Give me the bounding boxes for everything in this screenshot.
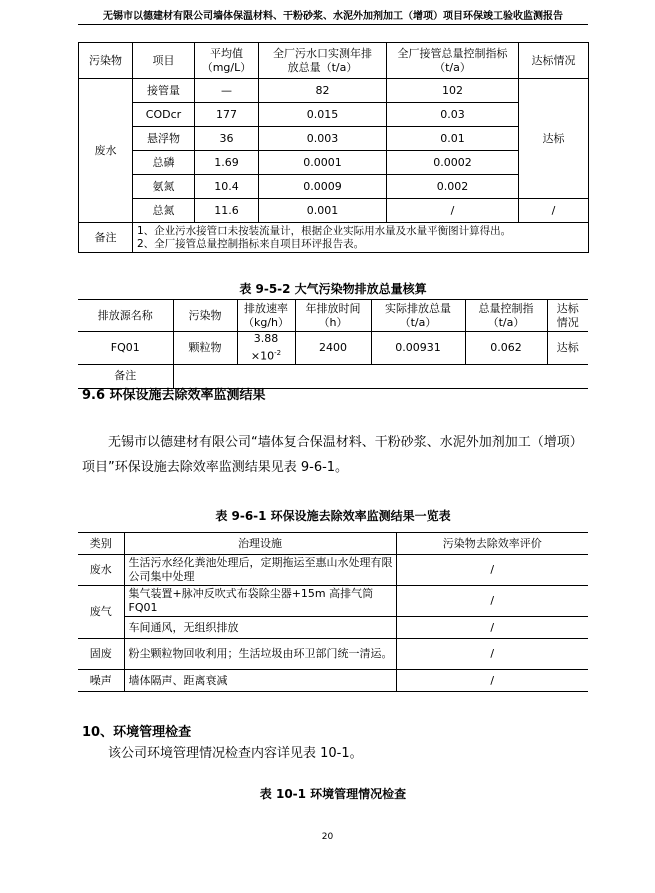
- col-status: 达标情况: [519, 43, 589, 79]
- col-item: 项目: [133, 43, 195, 79]
- cell-facility: 生活污水经化粪池处理后，定期拖运至惠山水处理有限公司集中处理: [124, 555, 396, 586]
- cell-facility: 集气装置+脉冲反吹式布袋除尘器+15m 高排气筒 FQ01: [124, 586, 396, 617]
- rate-base: 3.88: [253, 332, 279, 345]
- remark-line-2: 2、全厂接管总量控制指标来自项目环评报告表。: [137, 237, 365, 250]
- col-actual: 实际排放总量 （t/a）: [371, 300, 465, 332]
- cell-category: 废水: [78, 555, 124, 586]
- header-rule: [78, 24, 588, 25]
- table-row: [79, 103, 589, 127]
- cell-status-main: 达标: [519, 79, 589, 199]
- col-pollutant: 污染物: [79, 43, 133, 79]
- col-measured-total: 全厂污水口实测年排 放总量（t/a）: [259, 43, 387, 79]
- remark-row: [79, 223, 589, 253]
- col-eval: 污染物去除效率评价: [396, 533, 588, 555]
- cell-status: 达标: [547, 332, 588, 365]
- col-control-limit: 全厂接管总量控制指标 （t/a）: [387, 43, 519, 79]
- cell-limit: 0.01: [387, 127, 519, 151]
- table-row: [79, 127, 589, 151]
- cell-avg: 36: [195, 127, 259, 151]
- cell-item: 接管量: [133, 79, 195, 103]
- table-row: [79, 151, 589, 175]
- remark-label: 备注: [78, 364, 173, 388]
- rate-exponent: $\times 10^{-2}$: [250, 349, 282, 363]
- cell-pollutant: 颗粒物: [173, 332, 237, 365]
- cell-avg: 177: [195, 103, 259, 127]
- cell-limit: 0.062: [465, 332, 547, 365]
- cell-avg: —: [195, 79, 259, 103]
- cell-eval: /: [396, 639, 588, 670]
- cell-actual: 0.00931: [371, 332, 465, 365]
- col-status: 达标 情况: [547, 300, 588, 332]
- cell-item: 总氮: [133, 199, 195, 223]
- section-9-6-title: 9.6 环保设施去除效率监测结果: [82, 388, 266, 403]
- table-row: [78, 617, 588, 639]
- table-row: [78, 586, 588, 617]
- section-9-6-paragraph: 无锡市以德建材有限公司“墙体复合保温材料、干粉砂浆、水泥外加剂加工（增项）项目”环保设施去除效率监测结果见表 9-6-1。: [82, 435, 583, 475]
- cell-category: 废气: [78, 586, 124, 639]
- cell-measured: 0.003: [259, 127, 387, 151]
- remark-line-1: 1、企业污水接管口未按装流量计，根据企业实际用水量及水量平衡图计算得出。: [137, 224, 512, 237]
- cell-measured: 0.0001: [259, 151, 387, 175]
- category-wastewater: 废水: [79, 79, 133, 223]
- col-hours: 年排放时间 （h）: [295, 300, 371, 332]
- report-header: 无锡市以德建材有限公司墙体保温材料、干粉砂浆、水泥外加剂加工（增项）项目环保竣工验收监测报告: [103, 11, 563, 22]
- section-10-paragraph: 该公司环境管理情况检查内容详见表 10-1。: [108, 746, 363, 761]
- cell-measured: 0.015: [259, 103, 387, 127]
- cell-category: 固废: [78, 639, 124, 670]
- table-row: [79, 199, 589, 223]
- cell-limit: 0.0002: [387, 151, 519, 175]
- table3-caption: 表 9-6-1 环保设施去除效率监测结果一览表: [215, 509, 451, 523]
- col-rate: 排放速率 （kg/h）: [237, 300, 295, 332]
- cell-limit: 102: [387, 79, 519, 103]
- table4-caption: 表 10-1 环境管理情况检查: [259, 787, 407, 801]
- cell-eval: /: [396, 617, 588, 639]
- table2-caption: 表 9-5-2 大气污染物排放总量核算: [239, 282, 427, 296]
- col-source: 排放源名称: [78, 300, 173, 332]
- cell-item: 悬浮物: [133, 127, 195, 151]
- cell-eval: /: [396, 555, 588, 586]
- cell-measured: 0.0009: [259, 175, 387, 199]
- table-row: [78, 332, 588, 365]
- col-category: 类别: [78, 533, 124, 555]
- cell-item: 总磷: [133, 151, 195, 175]
- cell-status-last: /: [519, 199, 589, 223]
- remark-text: [133, 223, 589, 253]
- table-header-row: [79, 43, 589, 79]
- removal-efficiency-table: [78, 532, 588, 692]
- cell-category: 噪声: [78, 670, 124, 692]
- table-row: [78, 639, 588, 670]
- air-emission-table: [78, 299, 588, 389]
- cell-eval: /: [396, 670, 588, 692]
- table-header-row: [78, 300, 588, 332]
- cell-avg: 1.69: [195, 151, 259, 175]
- col-average: 平均值 （mg/L）: [195, 43, 259, 79]
- cell-rate: [237, 332, 295, 365]
- table-row: [78, 555, 588, 586]
- cell-measured: 0.001: [259, 199, 387, 223]
- table-row: [78, 670, 588, 692]
- page-number: 20: [321, 832, 334, 842]
- cell-item: 氨氮: [133, 175, 195, 199]
- col-facility: 治理设施: [124, 533, 396, 555]
- section-10-title: 10、环境管理检查: [82, 725, 192, 740]
- remark-label: 备注: [79, 223, 133, 253]
- cell-eval: /: [396, 586, 588, 617]
- cell-facility: 车间通风，无组织排放: [124, 617, 396, 639]
- table-row: [79, 79, 589, 103]
- cell-source: FQ01: [78, 332, 173, 365]
- col-limit: 总量控制指 （t/a）: [465, 300, 547, 332]
- table-row: [79, 175, 589, 199]
- cell-item: CODcr: [133, 103, 195, 127]
- cell-limit: /: [387, 199, 519, 223]
- col-pollutant: 污染物: [173, 300, 237, 332]
- cell-avg: 11.6: [195, 199, 259, 223]
- cell-facility: 粉尘颗粒物回收利用；生活垃圾由环卫部门统一清运。: [124, 639, 396, 670]
- cell-facility: 墙体隔声、距离衰减: [124, 670, 396, 692]
- wastewater-total-table: [78, 42, 589, 253]
- cell-avg: 10.4: [195, 175, 259, 199]
- cell-limit: 0.002: [387, 175, 519, 199]
- cell-limit: 0.03: [387, 103, 519, 127]
- cell-measured: 82: [259, 79, 387, 103]
- cell-hours: 2400: [295, 332, 371, 365]
- table-header-row: [78, 533, 588, 555]
